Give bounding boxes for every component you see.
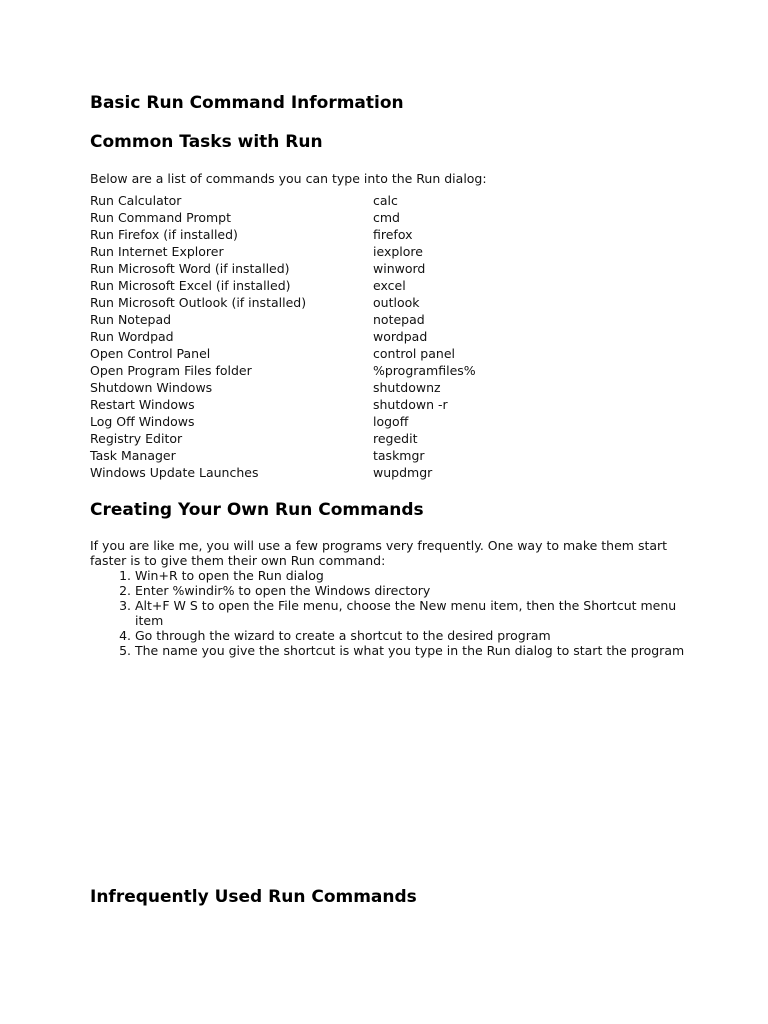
section-heading-creating-run-commands: Creating Your Own Run Commands bbox=[90, 500, 424, 520]
command-task: Run Microsoft Excel (if installed) bbox=[90, 278, 291, 293]
section-heading-common-tasks: Common Tasks with Run bbox=[90, 132, 323, 152]
command-name: shutdownz bbox=[373, 380, 441, 395]
command-task: Open Control Panel bbox=[90, 346, 211, 361]
command-task: Run Command Prompt bbox=[90, 210, 232, 225]
command-name: shutdown -r bbox=[373, 397, 448, 412]
run-commands-table-body bbox=[90, 192, 476, 481]
command-task: Run Internet Explorer bbox=[90, 244, 224, 259]
command-task: Log Off Windows bbox=[90, 414, 195, 429]
command-name: logoff bbox=[373, 414, 409, 429]
command-name: firefox bbox=[373, 227, 413, 242]
command-task: Task Manager bbox=[90, 448, 176, 463]
command-name: control panel bbox=[373, 346, 455, 361]
command-name: outlook bbox=[373, 295, 420, 310]
command-row bbox=[90, 396, 476, 413]
command-name: %programfiles% bbox=[373, 363, 476, 378]
section-heading-infrequent-run-commands: Infrequently Used Run Commands bbox=[90, 887, 417, 907]
command-task: Run Calculator bbox=[90, 193, 182, 208]
step-item: 3. Alt+F W S to open the File menu, choose the New menu item, then the Shortcut menu item bbox=[135, 598, 695, 628]
common-tasks-intro: Below are a list of commands you can type into the Run dialog: bbox=[90, 171, 487, 186]
step-item: 2. Enter %windir% to open the Windows directory bbox=[135, 583, 695, 598]
command-row bbox=[90, 209, 476, 226]
command-task: Restart Windows bbox=[90, 397, 195, 412]
command-row bbox=[90, 413, 476, 430]
command-row bbox=[90, 430, 476, 447]
command-task: Shutdown Windows bbox=[90, 380, 213, 395]
command-name: cmd bbox=[373, 210, 400, 225]
command-name: notepad bbox=[373, 312, 425, 327]
command-row bbox=[90, 226, 476, 243]
command-row bbox=[90, 311, 476, 328]
command-row bbox=[90, 260, 476, 277]
command-task: Run Microsoft Word (if installed) bbox=[90, 261, 290, 276]
command-name: regedit bbox=[373, 431, 418, 446]
command-task: Registry Editor bbox=[90, 431, 183, 446]
command-task: Run Notepad bbox=[90, 312, 172, 327]
run-commands-table bbox=[90, 192, 476, 481]
step-item: 4. Go through the wizard to create a shortcut to the desired program bbox=[135, 628, 695, 643]
command-task: Run Firefox (if installed) bbox=[90, 227, 238, 242]
command-name: winword bbox=[373, 261, 426, 276]
command-task: Run Microsoft Outlook (if installed) bbox=[90, 295, 307, 310]
step-item: 1. Win+R to open the Run dialog bbox=[135, 568, 695, 583]
command-row bbox=[90, 192, 476, 209]
command-row bbox=[90, 379, 476, 396]
step-item: 5. The name you give the shortcut is what you type in the Run dialog to start the program bbox=[135, 643, 695, 658]
command-name: taskmgr bbox=[373, 448, 425, 463]
command-row bbox=[90, 362, 476, 379]
command-row bbox=[90, 294, 476, 311]
command-task: Run Wordpad bbox=[90, 329, 174, 344]
document-title: Basic Run Command Information bbox=[90, 93, 404, 113]
command-row bbox=[90, 464, 476, 481]
command-name: wordpad bbox=[373, 329, 428, 344]
command-task: Open Program Files folder bbox=[90, 363, 252, 378]
command-task: Windows Update Launches bbox=[90, 465, 259, 480]
creating-steps-list bbox=[90, 568, 695, 658]
command-row bbox=[90, 243, 476, 260]
creating-intro-paragraph: If you are like me, you will use a few programs very frequently. One way to make them start faster is to give them their own Run command: bbox=[90, 538, 668, 568]
command-row bbox=[90, 447, 476, 464]
command-name: excel bbox=[373, 278, 406, 293]
command-name: iexplore bbox=[373, 244, 423, 259]
command-name: calc bbox=[373, 193, 398, 208]
command-row bbox=[90, 328, 476, 345]
command-row bbox=[90, 277, 476, 294]
command-row bbox=[90, 345, 476, 362]
command-name: wupdmgr bbox=[373, 465, 433, 480]
